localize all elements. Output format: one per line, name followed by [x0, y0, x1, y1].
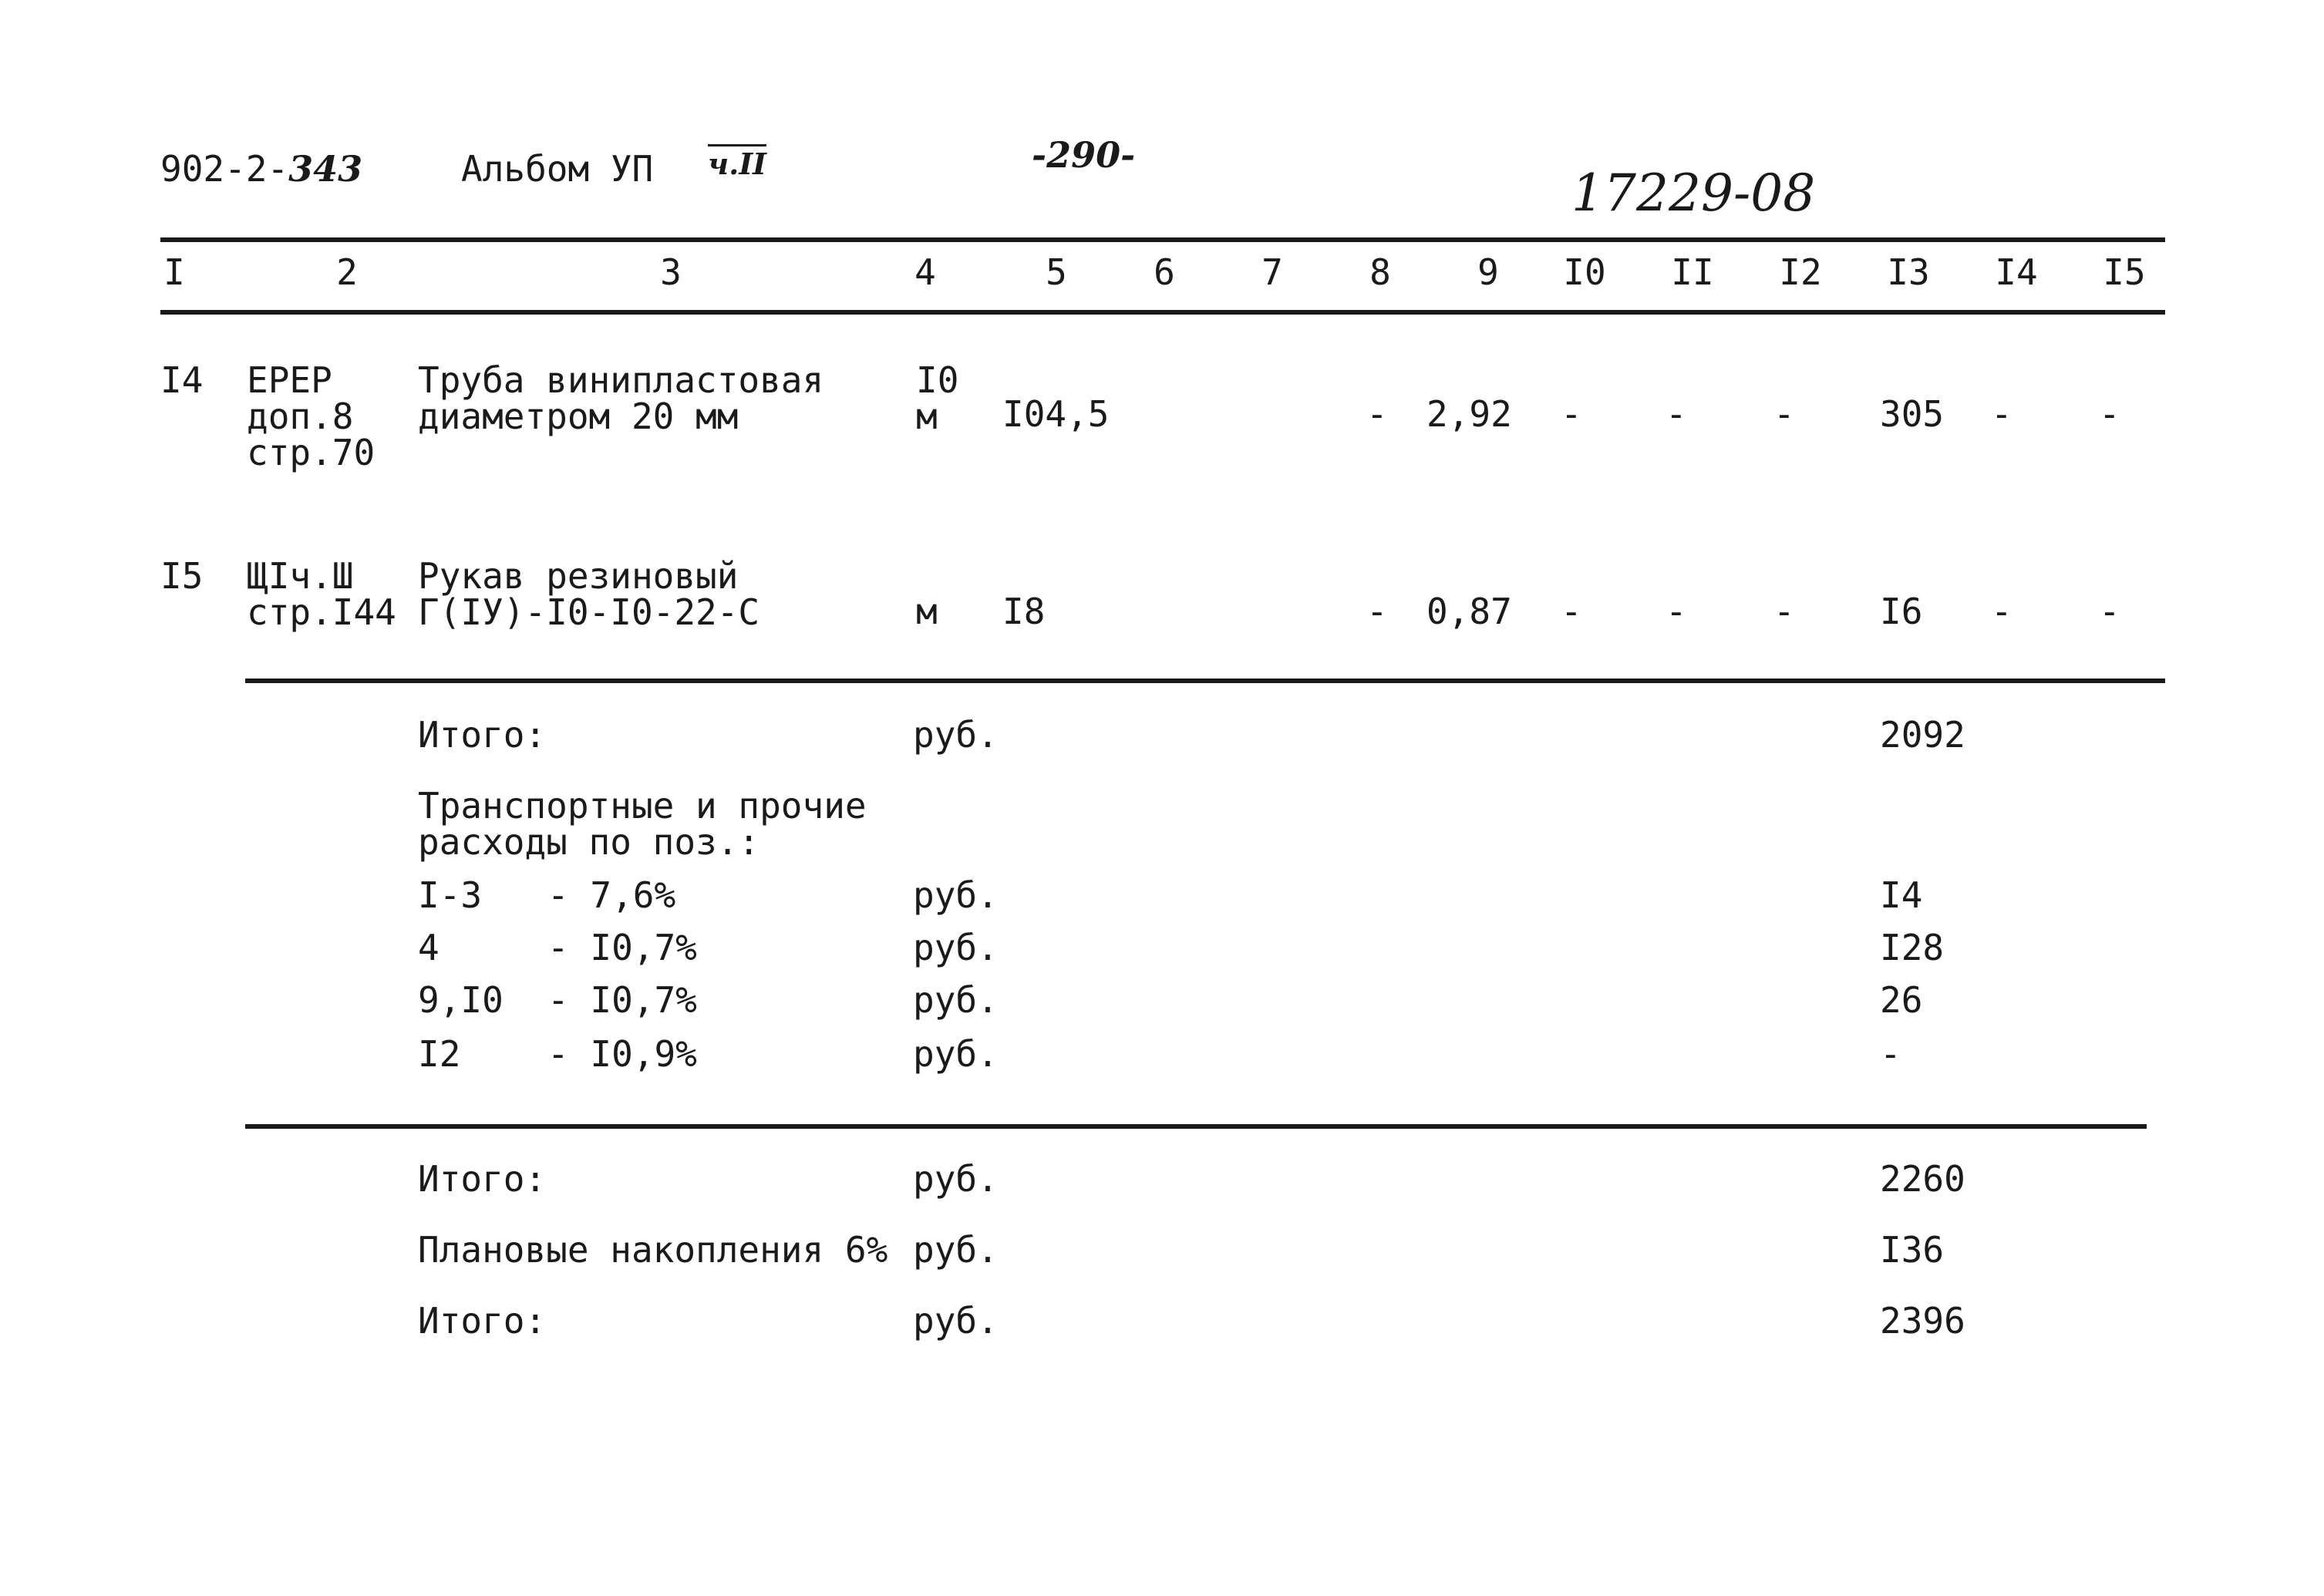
transport-title: Транспортные и прочие расходы по поз.: — [418, 785, 867, 863]
row-quantity: I04,5 — [1002, 393, 1110, 435]
section-rule — [245, 1124, 2147, 1129]
transport-position: I-3 — [418, 874, 483, 916]
total-label: Итого: — [418, 1300, 547, 1342]
row-col8: - — [1366, 591, 1388, 632]
row-col10: - — [1561, 393, 1582, 435]
row-position: I4 — [160, 359, 204, 401]
document-code — [160, 148, 363, 190]
row-reference: ЕРЕР доп.8 стр.70 — [247, 359, 376, 473]
planned-label: Плановые накопления 6% — [418, 1229, 888, 1271]
transport-unit: руб. — [913, 979, 999, 1021]
column-header: II — [1671, 251, 1714, 293]
sheet-number-handwritten: 17229-08 — [1571, 163, 1816, 223]
column-header: I0 — [1563, 251, 1606, 293]
column-header: 3 — [660, 251, 682, 293]
row-unit: I0 м — [916, 359, 959, 437]
column-header: I — [163, 251, 185, 293]
row-col11: - — [1666, 591, 1687, 632]
transport-percent: - 7,6% — [547, 874, 676, 916]
transport-percent: - I0,7% — [547, 927, 697, 968]
column-header: I4 — [1995, 251, 2038, 293]
table-top-rule — [160, 237, 2165, 242]
row-col14: - — [1991, 591, 2012, 632]
transport-position: 4 — [418, 927, 440, 968]
row-col9: 2,92 — [1426, 393, 1512, 435]
column-header: I3 — [1887, 251, 1930, 293]
document-code-prefix: 902-2- — [160, 148, 289, 190]
column-header: 8 — [1369, 251, 1391, 293]
column-header: 2 — [336, 251, 358, 293]
row-col9: 0,87 — [1426, 591, 1512, 632]
planned-unit: руб. — [913, 1229, 999, 1271]
row-name: Рукав резиновый Г(IУ)-I0-I0-22-С — [418, 555, 760, 633]
column-header: 9 — [1477, 251, 1499, 293]
row-unit: м — [916, 591, 938, 632]
column-header: 5 — [1046, 251, 1067, 293]
row-quantity: I8 — [1002, 591, 1046, 632]
transport-percent: - I0,7% — [547, 979, 697, 1021]
total-value: 2092 — [1880, 714, 1965, 756]
transport-position: I2 — [418, 1033, 461, 1075]
total-value: 2396 — [1880, 1300, 1965, 1342]
transport-value: 26 — [1880, 979, 1923, 1021]
row-col14: - — [1991, 393, 2012, 435]
row-col8: - — [1366, 393, 1388, 435]
transport-unit: руб. — [913, 927, 999, 968]
section-rule — [245, 678, 2165, 683]
transport-value: I4 — [1880, 874, 1923, 916]
row-col13: I6 — [1880, 591, 1923, 632]
row-col12: - — [1773, 591, 1795, 632]
column-header: 6 — [1154, 251, 1175, 293]
column-header: 7 — [1261, 251, 1283, 293]
document-code-handwritten: 343 — [288, 148, 363, 190]
page-number: -290- — [1032, 134, 1136, 176]
total-unit: руб. — [913, 1300, 999, 1342]
column-header: I5 — [2103, 251, 2146, 293]
total-unit: руб. — [913, 1158, 999, 1200]
total-value: 2260 — [1880, 1158, 1965, 1200]
transport-value: I28 — [1880, 927, 1945, 968]
total-unit: руб. — [913, 714, 999, 756]
transport-percent: - I0,9% — [547, 1033, 697, 1075]
column-header: 4 — [914, 251, 936, 293]
transport-value: - — [1880, 1033, 1901, 1075]
header-bottom-rule — [160, 310, 2165, 315]
total-label: Итого: — [418, 1158, 547, 1200]
row-col13: 305 — [1880, 393, 1945, 435]
row-col11: - — [1666, 393, 1687, 435]
planned-value: I36 — [1880, 1229, 1945, 1271]
row-col15: - — [2099, 591, 2120, 632]
transport-unit: руб. — [913, 874, 999, 916]
transport-unit: руб. — [913, 1033, 999, 1075]
total-label: Итого: — [418, 714, 547, 756]
row-col12: - — [1773, 393, 1795, 435]
album-part: ч.II — [708, 146, 766, 181]
column-header: I2 — [1779, 251, 1822, 293]
row-name: Труба винипластовая диаметром 20 мм — [418, 359, 824, 437]
row-position: I5 — [160, 555, 204, 597]
row-col15: - — [2099, 393, 2120, 435]
album-label: Альбом УП — [461, 148, 654, 190]
row-col10: - — [1561, 591, 1582, 632]
row-reference: ЩIч.Ш стр.I44 — [247, 555, 396, 633]
transport-position: 9,I0 — [418, 979, 504, 1021]
